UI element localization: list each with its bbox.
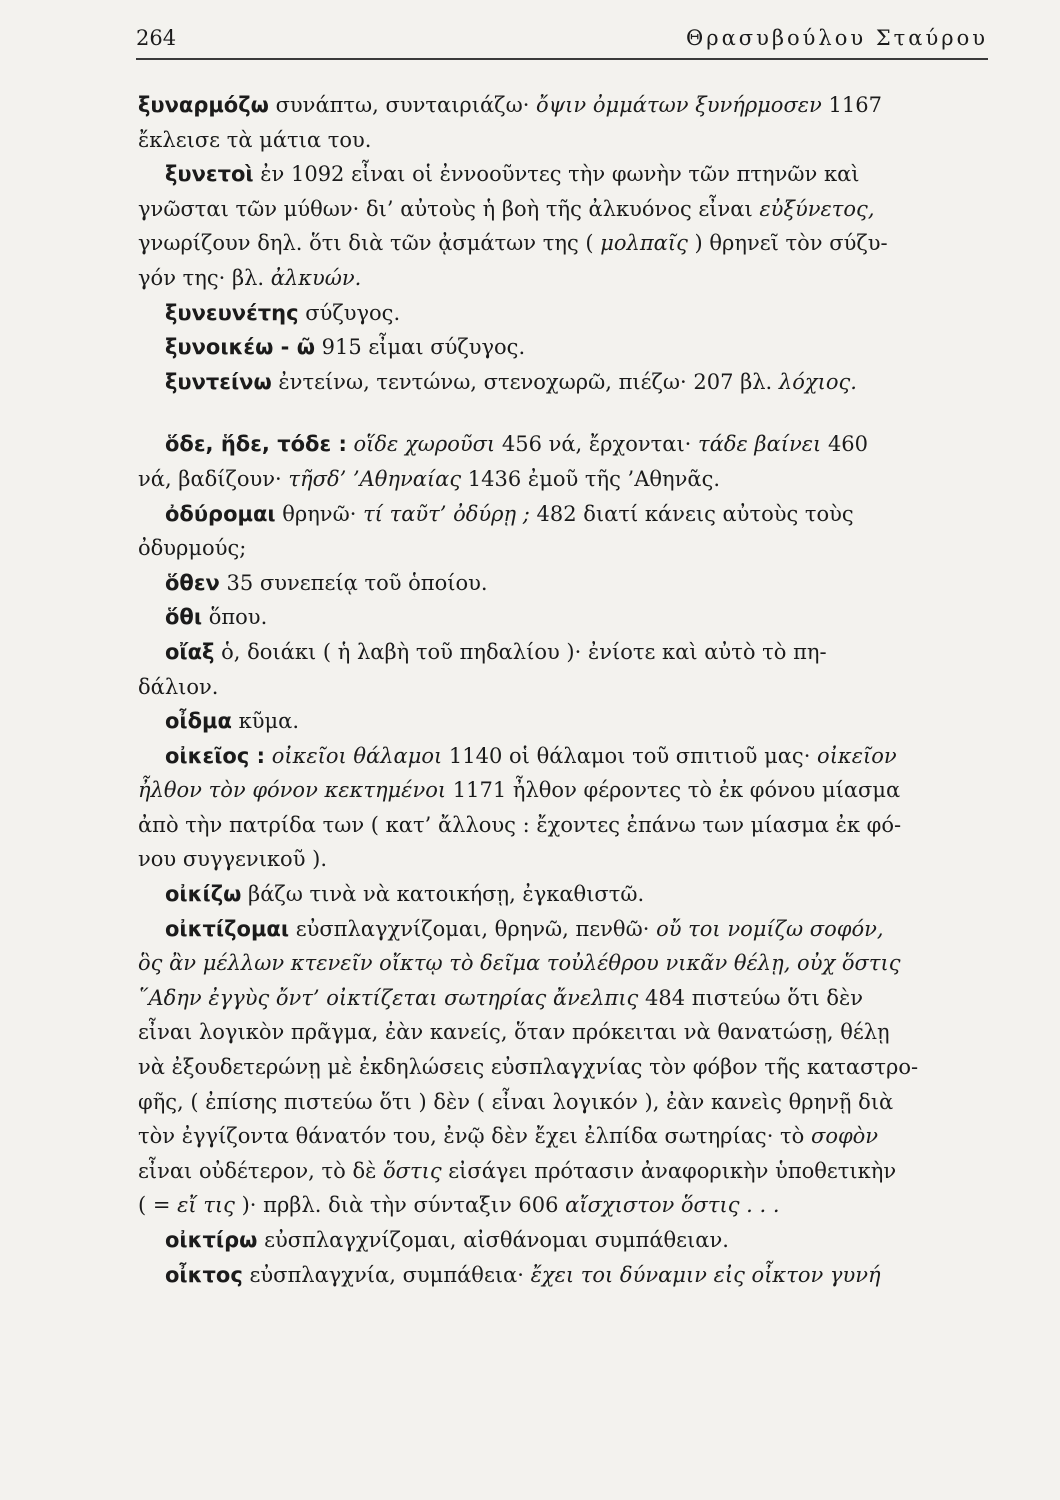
greek-quote: εἴ τις <box>177 1193 235 1218</box>
text-line <box>138 566 988 601</box>
definition-text: 484 πιστεύω ὅτι δὲν <box>638 985 864 1010</box>
headword: ὀδύρομαι <box>165 501 276 526</box>
text-line <box>138 531 988 566</box>
definition-text: ἔκλεισε τὰ μάτια του. <box>138 127 372 152</box>
definition-text: ( = <box>138 1193 178 1218</box>
text-line <box>138 842 988 877</box>
text-line <box>138 808 988 843</box>
definition-text: νά, βαδίζουν· <box>138 466 289 491</box>
text-line <box>138 946 988 981</box>
definition-text: φῆς, ( ἐπίσης πιστεύω ὅτι ) δὲν ( εἶναι λογικόν ), ἐὰν κανεὶς θρηνῇ διὰ <box>138 1089 894 1114</box>
definition-text: 915 εἶμαι σύζυγος. <box>314 335 526 360</box>
text-line <box>138 296 988 331</box>
definition-text: ἐντείνω, τεντώνω, στενοχωρῶ, πιέζω· 207 βλ. <box>271 369 779 394</box>
headword: οἰκτίρω <box>165 1228 258 1252</box>
definition-text: εἶναι οὐδέτερον, τὸ δὲ <box>138 1158 384 1183</box>
text-line <box>138 427 988 462</box>
text-line <box>138 981 988 1016</box>
text-line <box>138 773 988 808</box>
definition-text: δάλιον. <box>138 674 219 699</box>
headword: οἴαξ <box>165 639 215 664</box>
greek-quote: ὄψιν ὀμμάτων ξυνήρμοσεν <box>536 93 822 117</box>
headword: ξυναρμόζω <box>138 93 269 117</box>
greek-quote: τί ταῦτ’ ὀδύρῃ ; <box>363 501 530 526</box>
text-line <box>138 877 988 912</box>
definition-text: )· πρβλ. διὰ τὴν σύνταξιν 606 <box>234 1193 566 1218</box>
definition-text: γόν της· βλ. <box>138 265 271 290</box>
definition-text: 1171 ἦλθον φέροντες τὸ ἐκ φόνου μίασμα <box>446 778 901 803</box>
definition-text <box>347 432 354 456</box>
definition-text: 460 <box>821 432 869 457</box>
text-line <box>138 600 988 635</box>
greek-quote: λόχιος. <box>778 369 857 394</box>
definition-text: ) θρηνεῖ τὸν σύζυ- <box>687 231 888 256</box>
headword: οἰκεῖος : <box>165 743 265 768</box>
text-line <box>138 912 988 947</box>
text-line <box>138 739 988 774</box>
greek-quote: οἰκεῖοι θάλαμοι <box>271 743 443 768</box>
greek-quote: ὅστις <box>383 1158 442 1183</box>
greek-quote: οὔ τοι νομίζω σοφόν, <box>656 916 884 941</box>
text-line <box>138 1050 988 1085</box>
greek-quote: τῆσδ’ ’Αθηναίας <box>288 466 462 491</box>
text-line <box>138 1154 988 1189</box>
greek-quote: εὐξύνετος, <box>759 196 875 221</box>
definition-text: εὐσπλαγχνίζομαι, θρηνῶ, πενθῶ· <box>289 916 657 941</box>
definition-text: κῦμα. <box>231 709 299 734</box>
text-line <box>138 1188 988 1223</box>
greek-quote: ἦλθον τὸν φόνον κεκτημένοι <box>138 778 447 803</box>
headword: ὅθεν <box>165 570 220 595</box>
headword: ὅδε, ἥδε, τόδε : <box>165 432 347 457</box>
text-line <box>138 261 988 296</box>
text-line <box>138 365 988 400</box>
text-line <box>138 157 988 192</box>
definition-text: βάζω τινὰ νὰ κατοικήσῃ, ἐγκαθιστῶ. <box>241 882 645 907</box>
header-rule <box>136 58 988 60</box>
text-line <box>138 635 988 670</box>
definition-text: συνάπτω, συνταιριάζω· <box>268 93 537 117</box>
definition-text: 1167 <box>821 93 882 117</box>
text-line <box>138 1085 988 1120</box>
headword: ὅθι <box>165 605 203 630</box>
definition-text: νὰ ἐξουδετερώνῃ μὲ ἐκδηλώσεις εὐσπλαγχνίας τὸν φόβον τῆς καταστρο- <box>138 1055 919 1080</box>
greek-quote: μολπαῖς <box>600 231 688 256</box>
greek-quote: ὃς ἂν μέλλων κτενεῖν οἴκτῳ τὸ δεῖμα τοὐλέθρου νικᾶν θέλῃ, οὐχ ὅστις <box>138 951 901 976</box>
definition-text: γνωρίζουν δηλ. ὅτι διὰ τῶν ᾀσμάτων της ( <box>138 231 601 256</box>
definition-text: εὐσπλαγχνία, συμπάθεια· <box>242 1262 531 1287</box>
author-name: Θρασυβούλου Σταύρου <box>686 26 988 50</box>
running-head <box>136 26 988 50</box>
text-line <box>138 497 988 532</box>
definition-text: 1436 ἐμοῦ τῆς ’Αθηνᾶς. <box>461 466 721 491</box>
greek-quote: οἰκεῖον <box>817 743 897 768</box>
definition-text: νου συγγενικοῦ ). <box>138 847 328 872</box>
text-line <box>138 1119 988 1154</box>
definition-text: ἐν 1092 εἶναι οἱ ἐννοοῦντες τὴν φωνὴν τῶν πτηνῶν καὶ <box>253 162 860 187</box>
greek-quote: ῞Αδην ἐγγὺς ὄντ’ οἰκτίζεται σωτηρίας ἄνελπις <box>138 985 639 1010</box>
definition-text <box>265 744 272 768</box>
text-line <box>138 462 988 497</box>
definition-text: 482 διατί κάνεις αὐτοὺς τοὺς <box>529 501 854 526</box>
text-line <box>138 1223 988 1258</box>
text-line <box>138 88 988 123</box>
greek-quote: αἴσχιστον ὅστις . . . <box>565 1193 780 1218</box>
text-line <box>138 670 988 705</box>
entries-body <box>138 88 988 1292</box>
text-line <box>138 330 988 365</box>
headword: ξυνευνέτης <box>165 300 299 325</box>
definition-text: θρηνῶ· <box>275 501 364 526</box>
definition-text: 35 συνεπείᾳ τοῦ ὁποίου. <box>219 570 488 595</box>
definition-text: εἶναι λογικὸν πρᾶγμα, ἐὰν κανείς, ὅταν πρόκειται νὰ θανατώσῃ, θέλῃ <box>138 1020 890 1045</box>
page-number: 264 <box>136 26 177 50</box>
headword: οἶκτος <box>165 1262 243 1287</box>
greek-quote: οἵδε χωροῦσι <box>353 432 496 457</box>
text-line <box>138 704 988 739</box>
definition-text: ἀπὸ τὴν πατρίδα των ( κατ’ ἄλλους : ἔχοντες ἐπάνω των μίασμα ἐκ φό- <box>138 812 902 837</box>
headword: οἰκτίζομαι <box>165 916 290 941</box>
text-line <box>138 192 988 227</box>
greek-quote: σοφὸν <box>810 1124 879 1149</box>
text-line <box>138 226 988 261</box>
greek-quote: τάδε βαίνει <box>698 432 822 457</box>
definition-text: σύζυγος. <box>298 300 401 325</box>
definition-text: ὅπου. <box>202 605 268 630</box>
headword: οἶδμα <box>165 709 232 734</box>
text-line <box>138 1258 988 1293</box>
definition-text: τὸν ἐγγίζοντα θάνατόν του, ἐνῷ δὲν ἔχει ἐλπίδα σωτηρίας· τὸ <box>138 1124 811 1149</box>
greek-quote: ἔχει τοι δύναμιν εἰς οἶκτον γυνή <box>530 1262 881 1287</box>
text-line <box>138 1015 988 1050</box>
headword: οἰκίζω <box>165 882 242 907</box>
definition-text: 456 νά, ἔρχονται· <box>495 432 699 457</box>
definition-text: εὐσπλαγχνίζομαι, αἰσθάνομαι συμπάθειαν. <box>257 1228 729 1252</box>
definition-text: γνῶσται τῶν μύθων· δι’ αὐτοὺς ἡ βοὴ τῆς ἀλκυόνος εἶναι <box>138 196 760 221</box>
headword: ξυνοικέω - ῶ <box>165 335 315 360</box>
text-line <box>138 123 988 158</box>
greek-quote: ἀλκυών. <box>270 265 362 290</box>
definition-text: ὀδυρμούς; <box>138 536 247 561</box>
headword: ξυντείνω <box>165 369 272 394</box>
definition-text: 1140 οἱ θάλαμοι τοῦ σπιτιοῦ μας· <box>442 743 818 768</box>
definition-text: ὁ, δοιάκι ( ἡ λαβὴ τοῦ πηδαλίου )· ἐνίοτε καὶ αὐτὸ τὸ πη- <box>214 639 827 664</box>
definition-text: εἰσάγει πρότασιν ἀναφορικὴν ὑποθετικὴν <box>441 1158 897 1183</box>
headword: ξυνετοὶ <box>165 162 254 187</box>
section-gap <box>138 399 988 427</box>
